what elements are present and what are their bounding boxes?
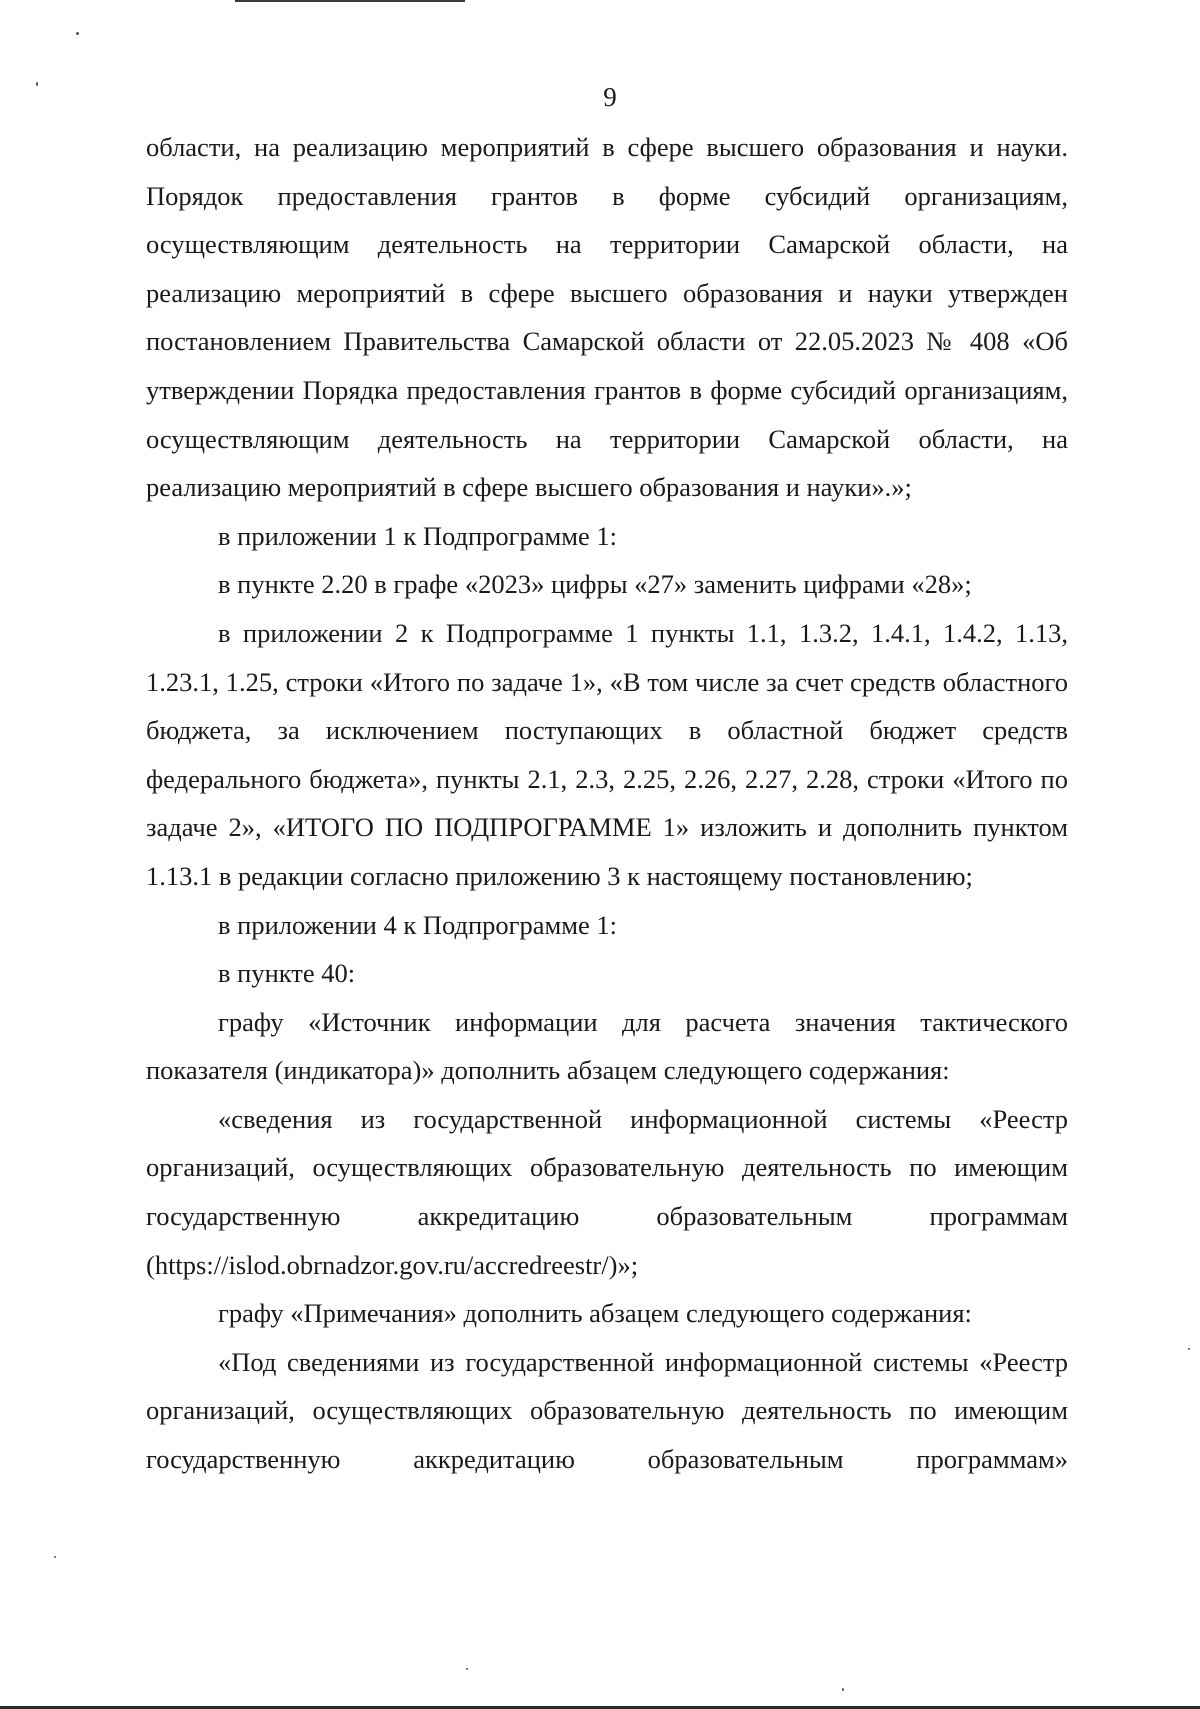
scan-edge-top [235,0,465,2]
paragraph-5: в приложении 4 к Подпрограмме 1: [218,909,618,940]
paragraph-10: «Под сведениями из государственной информационной системы «Реестр организаций, осуществляющих образовательную деятельность по имеющим государственную аккредитацию образовательным программам» [146,1346,1068,1475]
page-number: 9 [603,82,617,112]
scan-speck [76,32,79,35]
paragraph-2: в приложении 1 к Подпрограмме 1: [218,520,618,551]
paragraph-3: в пункте 2.20 в графе «2023» цифры «27» заменить цифрами «28»; [218,569,972,600]
document-body [146,123,1068,1484]
paragraph-8: «сведения из государственной информационной системы «Реестр организаций, осуществляющих образовательную деятельность по имеющим государственную аккредитацию образовательным программам (https://islod.obrnadzor.gov.ru/accredreestr/)»; [146,1103,1068,1280]
scan-speck [1188,1348,1190,1350]
scan-speck [466,1668,468,1670]
paragraph-6: в пункте 40: [218,958,356,989]
scan-speck [54,1556,56,1558]
paragraph-9: графу «Примечания» дополнить абзацем следующего содержания: [218,1298,972,1329]
paragraph-4: в приложении 2 к Подпрограмме 1 пункты 1.1, 1.3.2, 1.4.1, 1.4.2, 1.13, 1.23.1, 1.25, строки «Итого по задаче 1», «В том числе за счет средств областного бюджета, за исключением поступающих в областной бюджет средств федерального бюджета», пункты 2.1, 2.3, 2.25, 2.26, 2.27, 2.28, строки «Итого по задаче 2», «ИТОГО ПО ПОДПРОГРАММЕ 1» изложить и дополнить пунктом 1.13.1 в редакции согласно приложению 3 к настоящему постановлению; [146,617,1068,891]
paragraph-7: графу «Источник информации для расчета значения тактического показателя (индикатора)» дополнить абзацем следующего содержания: [146,1006,1068,1086]
scan-speck [842,1688,844,1691]
paragraph-1: области, на реализацию мероприятий в сфере высшего образования и науки. Порядок предоставления грантов в форме субсидий организациям, осуществляющим деятельность на территории Самарской области, на реализацию мероприятий в сфере высшего образования и науки утвержден постановлением Правительства Самарской области от 22.05.2023 № 408 «Об утверждении Порядка предоставления грантов в форме субсидий организациям, осуществляющим деятельность на территории Самарской области, на реализацию мероприятий в сфере высшего образования и науки».»; [146,132,1068,503]
